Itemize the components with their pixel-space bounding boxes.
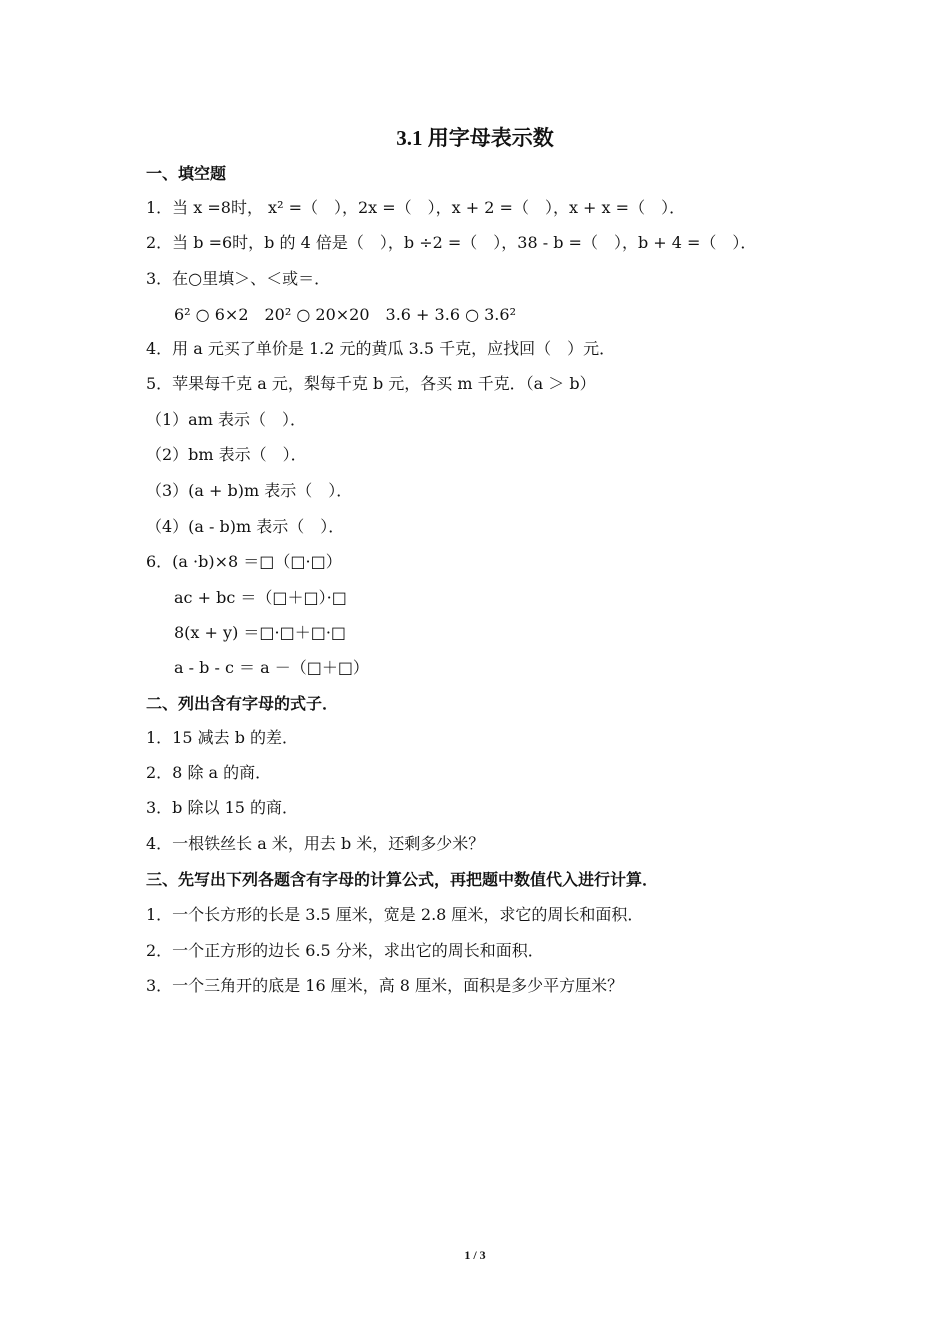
question-3-3: 3．一个三角开的底是 16 厘米，高 8 厘米，面积是多少平方厘米？ — [146, 976, 624, 995]
question-1-5-part-4: （4）(a - b)m 表示（ ）． — [146, 517, 345, 536]
section-heading-fill-blank: 一、填空题 — [146, 164, 227, 183]
question-1-6-line-3: 8(x + y) ＝□·□＋□·□ — [174, 623, 347, 642]
section-heading-expressions: 二、列出含有字母的式子． — [146, 694, 339, 713]
question-1-6-line-2: ac + bc ＝（□＋□）·□ — [174, 588, 347, 607]
question-1-5: 5．苹果每千克 a 元，梨每千克 b 元，各买 m 千克．（a ＞ b） — [146, 374, 596, 393]
question-1-2: 2．当 b =6时，b 的 4 倍是（ ），b ÷2 =（ ），38 - b =（ ），b + 4 =（ ）． — [146, 233, 757, 252]
question-1-1: 1．当 x =8时， x² =（ ），2x =（ ），x + 2 =（ ），x + x =（ ）． — [146, 198, 686, 217]
question-2-4: 4．一根铁丝长 a 米，用去 b 米，还剩多少米？ — [146, 834, 485, 853]
question-1-6: 6．(a ·b)×8 ＝□（□·□） — [146, 552, 342, 571]
page-title: 3.1 用字母表示数 — [396, 126, 554, 150]
question-2-2: 2．8 除 a 的商． — [146, 763, 272, 782]
question-3-2: 2．一个正方形的边长 6.5 分米，求出它的周长和面积． — [146, 941, 544, 960]
question-3-1: 1．一个长方形的长是 3.5 厘米，宽是 2.8 厘米，求它的周长和面积． — [146, 905, 644, 924]
question-1-5-part-1: （1）am 表示（ ）． — [146, 410, 306, 429]
question-1-4: 4．用 a 元买了单价是 1.2 元的黄瓜 3.5 千克，应找回（ ）元． — [146, 339, 616, 358]
page-number: 1 / 3 — [464, 1248, 486, 1262]
question-1-3-expressions: 6² ○ 6×2 20² ○ 20×20 3.6 + 3.6 ○ 3.6² — [174, 305, 516, 324]
section-heading-formulas: 三、先写出下列各题含有字母的计算公式，再把题中数值代入进行计算． — [146, 870, 659, 889]
question-2-1: 1．15 减去 b 的差． — [146, 728, 299, 747]
question-1-5-part-3: （3）(a + b)m 表示（ ）． — [146, 481, 353, 500]
question-1-3: 3．在○里填＞、＜或＝． — [146, 269, 331, 288]
question-1-6-line-4: a - b - c ＝ a －（□＋□） — [174, 658, 369, 677]
question-2-3: 3．b 除以 15 的商． — [146, 798, 299, 817]
question-1-5-part-2: （2）bm 表示（ ）． — [146, 445, 307, 464]
